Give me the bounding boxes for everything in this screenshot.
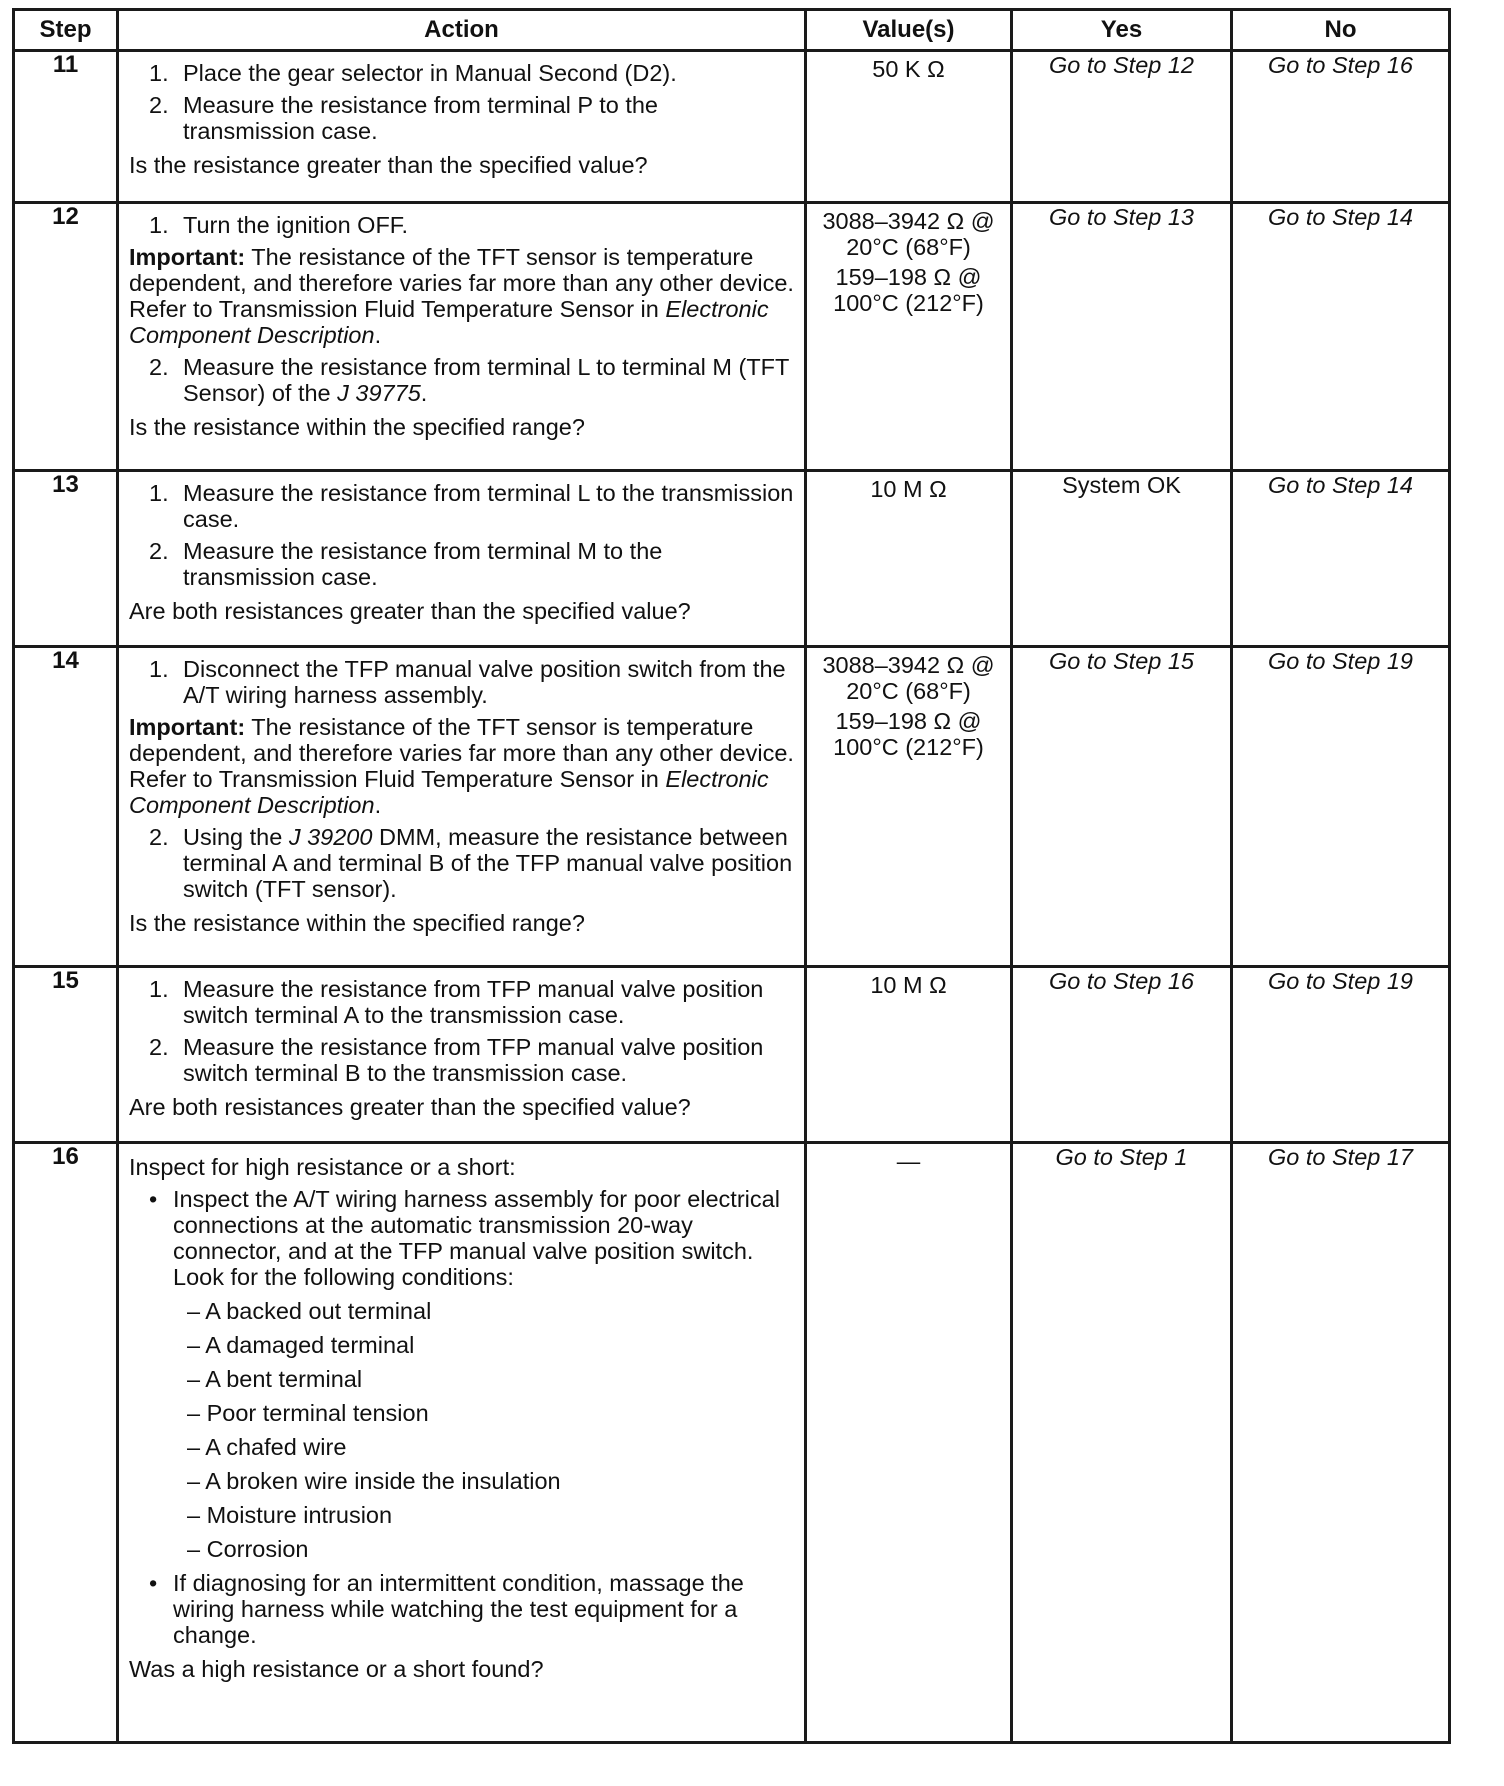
step-number: 14 (14, 647, 118, 967)
item-text: Measure the resistance from terminal M to the transmission case. (183, 538, 663, 590)
important-end: . (374, 792, 382, 818)
action-bullet (149, 1570, 794, 1648)
condition-item: – A damaged terminal (187, 1332, 415, 1358)
item-number: 2. (149, 824, 169, 850)
condition-item: – Moisture intrusion (187, 1502, 393, 1528)
values-cell (806, 203, 1012, 471)
action-item (149, 976, 794, 1028)
tool-reference: J 39200 (288, 824, 373, 850)
action-item (149, 538, 794, 590)
header-row (14, 10, 1450, 51)
bullet-marker: • (149, 1186, 158, 1212)
item-text: Measure the resistance from TFP manual valve position switch terminal A to the transmission case. (183, 976, 764, 1028)
value-text: 3088–3942 Ω @ 20°C (68°F) (822, 208, 995, 260)
bullet-text: Inspect the A/T wiring harness assembly for poor electrical connections at the automatic transmission 20-way connector, and at the TFP manual valve position switch. Look for the following conditions: (173, 1186, 780, 1290)
item-number: 1. (149, 480, 169, 506)
action-question: Was a high resistance or a short found? (129, 1656, 544, 1682)
values-cell (806, 471, 1012, 647)
item-number: 1. (149, 976, 169, 1002)
condition-item: – A bent terminal (187, 1366, 363, 1392)
value-text: 159–198 Ω @ 100°C (212°F) (833, 708, 984, 760)
step-number: 15 (14, 967, 118, 1143)
important-label: Important: (129, 714, 246, 740)
table-row-step-13 (14, 471, 1450, 647)
important-note (129, 714, 794, 818)
important-note (129, 244, 794, 348)
yes-result: Go to Step 15 (1012, 647, 1232, 967)
item-text: Measure the resistance from terminal L to terminal M (TFT Sensor) of the (183, 354, 789, 406)
item-number: 2. (149, 538, 169, 564)
important-reference: Electronic Component Description (129, 296, 769, 348)
condition-item: – Corrosion (187, 1536, 309, 1562)
action-intro: Inspect for high resistance or a short: (129, 1154, 516, 1180)
bullet-text: If diagnosing for an intermittent condition, massage the wiring harness while watching the test equipment for a change. (173, 1570, 744, 1648)
action-item (149, 354, 794, 406)
yes-result: Go to Step 1 (1012, 1143, 1232, 1743)
action-cell (118, 471, 806, 647)
values-cell (806, 967, 1012, 1143)
item-text: Place the gear selector in Manual Second (D2). (183, 60, 677, 86)
important-reference: Electronic Component Description (129, 766, 769, 818)
item-end: . (420, 380, 428, 406)
no-result: Go to Step 14 (1232, 471, 1450, 647)
item-text: Turn the ignition OFF. (183, 212, 409, 238)
condition-item: – A chafed wire (187, 1434, 347, 1460)
values-cell (806, 51, 1012, 203)
action-item (149, 212, 794, 238)
value-text: 10 M Ω (870, 476, 947, 502)
value-text: 159–198 Ω @ 100°C (212°F) (833, 264, 984, 316)
yes-result: Go to Step 16 (1012, 967, 1232, 1143)
value-text: 50 K Ω (872, 56, 945, 82)
important-text: The resistance of the TFT sensor is temperature dependent, and therefore varies far more than any other device. Refer to Transmission Fluid Temperature Sensor in (129, 714, 794, 792)
value-text: — (896, 1148, 921, 1174)
diagnostic-table-sheet (12, 8, 1448, 1744)
action-question: Is the resistance greater than the specified value? (129, 152, 648, 178)
item-number: 2. (149, 1034, 169, 1060)
yes-result: System OK (1012, 471, 1232, 647)
action-cell (118, 203, 806, 471)
item-text: DMM, measure the resistance between terminal A and terminal B of the TFP manual valve position switch (TFT sensor). (183, 824, 793, 902)
action-cell (118, 1143, 806, 1743)
action-cell (118, 647, 806, 967)
item-text: Measure the resistance from TFP manual valve position switch terminal B to the transmission case. (183, 1034, 764, 1086)
table-row-step-12 (14, 203, 1450, 471)
action-question: Are both resistances greater than the specified value? (129, 598, 691, 624)
item-number: 2. (149, 92, 169, 118)
item-number: 1. (149, 212, 169, 238)
step-number: 12 (14, 203, 118, 471)
action-item (149, 656, 794, 708)
item-number: 1. (149, 60, 169, 86)
condition-item: – Poor terminal tension (187, 1400, 429, 1426)
header-step: Step (14, 10, 118, 51)
important-end: . (374, 322, 382, 348)
action-cell (118, 51, 806, 203)
item-text: Disconnect the TFP manual valve position switch from the A/T wiring harness assembly. (183, 656, 786, 708)
step-number: 16 (14, 1143, 118, 1743)
diagnostic-table (12, 8, 1451, 1744)
action-item (149, 824, 794, 902)
important-label: Important: (129, 244, 246, 270)
action-bullet (149, 1186, 794, 1290)
table-row-step-14 (14, 647, 1450, 967)
item-number: 2. (149, 354, 169, 380)
item-number: 1. (149, 656, 169, 682)
no-result: Go to Step 14 (1232, 203, 1450, 471)
step-number: 11 (14, 51, 118, 203)
table-row-step-16 (14, 1143, 1450, 1743)
action-question: Are both resistances greater than the specified value? (129, 1094, 691, 1120)
action-item (149, 92, 794, 144)
no-result: Go to Step 19 (1232, 967, 1450, 1143)
item-text: Measure the resistance from terminal P to the transmission case. (183, 92, 659, 144)
condition-item: – A backed out terminal (187, 1298, 432, 1324)
header-yes: Yes (1012, 10, 1232, 51)
header-no: No (1232, 10, 1450, 51)
bullet-marker: • (149, 1570, 158, 1596)
header-values: Value(s) (806, 10, 1012, 51)
item-prefix: Using the (183, 824, 283, 850)
important-text: The resistance of the TFT sensor is temperature dependent, and therefore varies far more than any other device. Refer to Transmission Fluid Temperature Sensor in (129, 244, 794, 322)
tool-reference: J 39775 (337, 380, 421, 406)
action-item (149, 480, 794, 532)
header-action: Action (118, 10, 806, 51)
action-question: Is the resistance within the specified range? (129, 414, 585, 440)
step-number: 13 (14, 471, 118, 647)
value-text: 10 M Ω (870, 972, 947, 998)
no-result: Go to Step 17 (1232, 1143, 1450, 1743)
yes-result: Go to Step 13 (1012, 203, 1232, 471)
action-item (149, 1034, 794, 1086)
yes-result: Go to Step 12 (1012, 51, 1232, 203)
action-item (149, 60, 794, 86)
no-result: Go to Step 19 (1232, 647, 1450, 967)
action-cell (118, 967, 806, 1143)
value-text: 3088–3942 Ω @ 20°C (68°F) (822, 652, 995, 704)
values-cell (806, 647, 1012, 967)
table-row-step-11 (14, 51, 1450, 203)
item-text: Measure the resistance from terminal L to the transmission case. (183, 480, 794, 532)
table-row-step-15 (14, 967, 1450, 1143)
no-result: Go to Step 16 (1232, 51, 1450, 203)
values-cell (806, 1143, 1012, 1743)
action-question: Is the resistance within the specified range? (129, 910, 585, 936)
condition-item: – A broken wire inside the insulation (187, 1468, 561, 1494)
